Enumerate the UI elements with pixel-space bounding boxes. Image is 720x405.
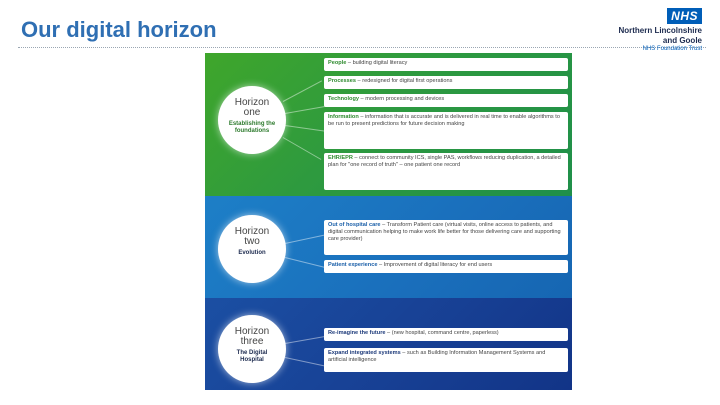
nhs-trust-logo xyxy=(612,7,702,53)
nhs-badge: NHS xyxy=(667,8,702,24)
horizon-two-subtitle: Evolution xyxy=(238,250,266,256)
horizon-one-subtitle: Establishing the foundations xyxy=(228,121,276,134)
horizon-three-item-reimagine-future: Re-imagine the future – (new hospital, command centre, paperless) xyxy=(324,328,568,341)
horizon-two-name: Horizon two xyxy=(234,226,270,247)
horizon-three-subtitle: The Digital Hospital xyxy=(236,350,268,363)
horizon-three-circle xyxy=(218,315,286,383)
horizon-three-item-expand-integrated-systems: Expand integrated systems – such as Building Information Management Systems and artificial intelligence xyxy=(324,348,568,372)
horizon-one-item-information: Information – information that is accurate and is delivered in real time to enable algorithms to be run to present predictions for future decision making xyxy=(324,112,568,149)
digital-horizon-infographic xyxy=(205,53,572,390)
horizon-two-item-patient-experience: Patient experience – Improvement of digital literacy for end users xyxy=(324,260,568,273)
title-divider xyxy=(18,47,706,48)
trust-name: NHS Foundation Trust xyxy=(642,46,702,52)
horizon-one-item-processes: Processes – redesigned for digital first operations xyxy=(324,76,568,89)
horizon-one-item-technology: Technology – modern processing and devices xyxy=(324,94,568,107)
horizon-two-circle xyxy=(218,215,286,283)
org-name-line1: Northern Lincolnshire xyxy=(618,26,702,35)
horizon-three-name: Horizon three xyxy=(234,326,270,347)
horizon-one-name: Horizon one xyxy=(234,97,270,118)
horizon-two-item-out-of-hospital-care: Out of hospital care – Transform Patient care (virtual visits, online access to patients, and digital communication helping to make work life better for those delivering care and supporting care provider) xyxy=(324,220,568,255)
horizon-one-item-people: People – building digital literacy xyxy=(324,58,568,71)
horizon-one-item-ehr-epr: EHR/EPR – connect to community ICS, single PAS, workflows reducing duplication, a detailed plan for "one record of truth" – one patient one record xyxy=(324,153,568,190)
org-name-line2: and Goole xyxy=(662,36,702,45)
horizon-one-circle xyxy=(218,86,286,154)
slide-title: Our digital horizon xyxy=(21,17,217,42)
